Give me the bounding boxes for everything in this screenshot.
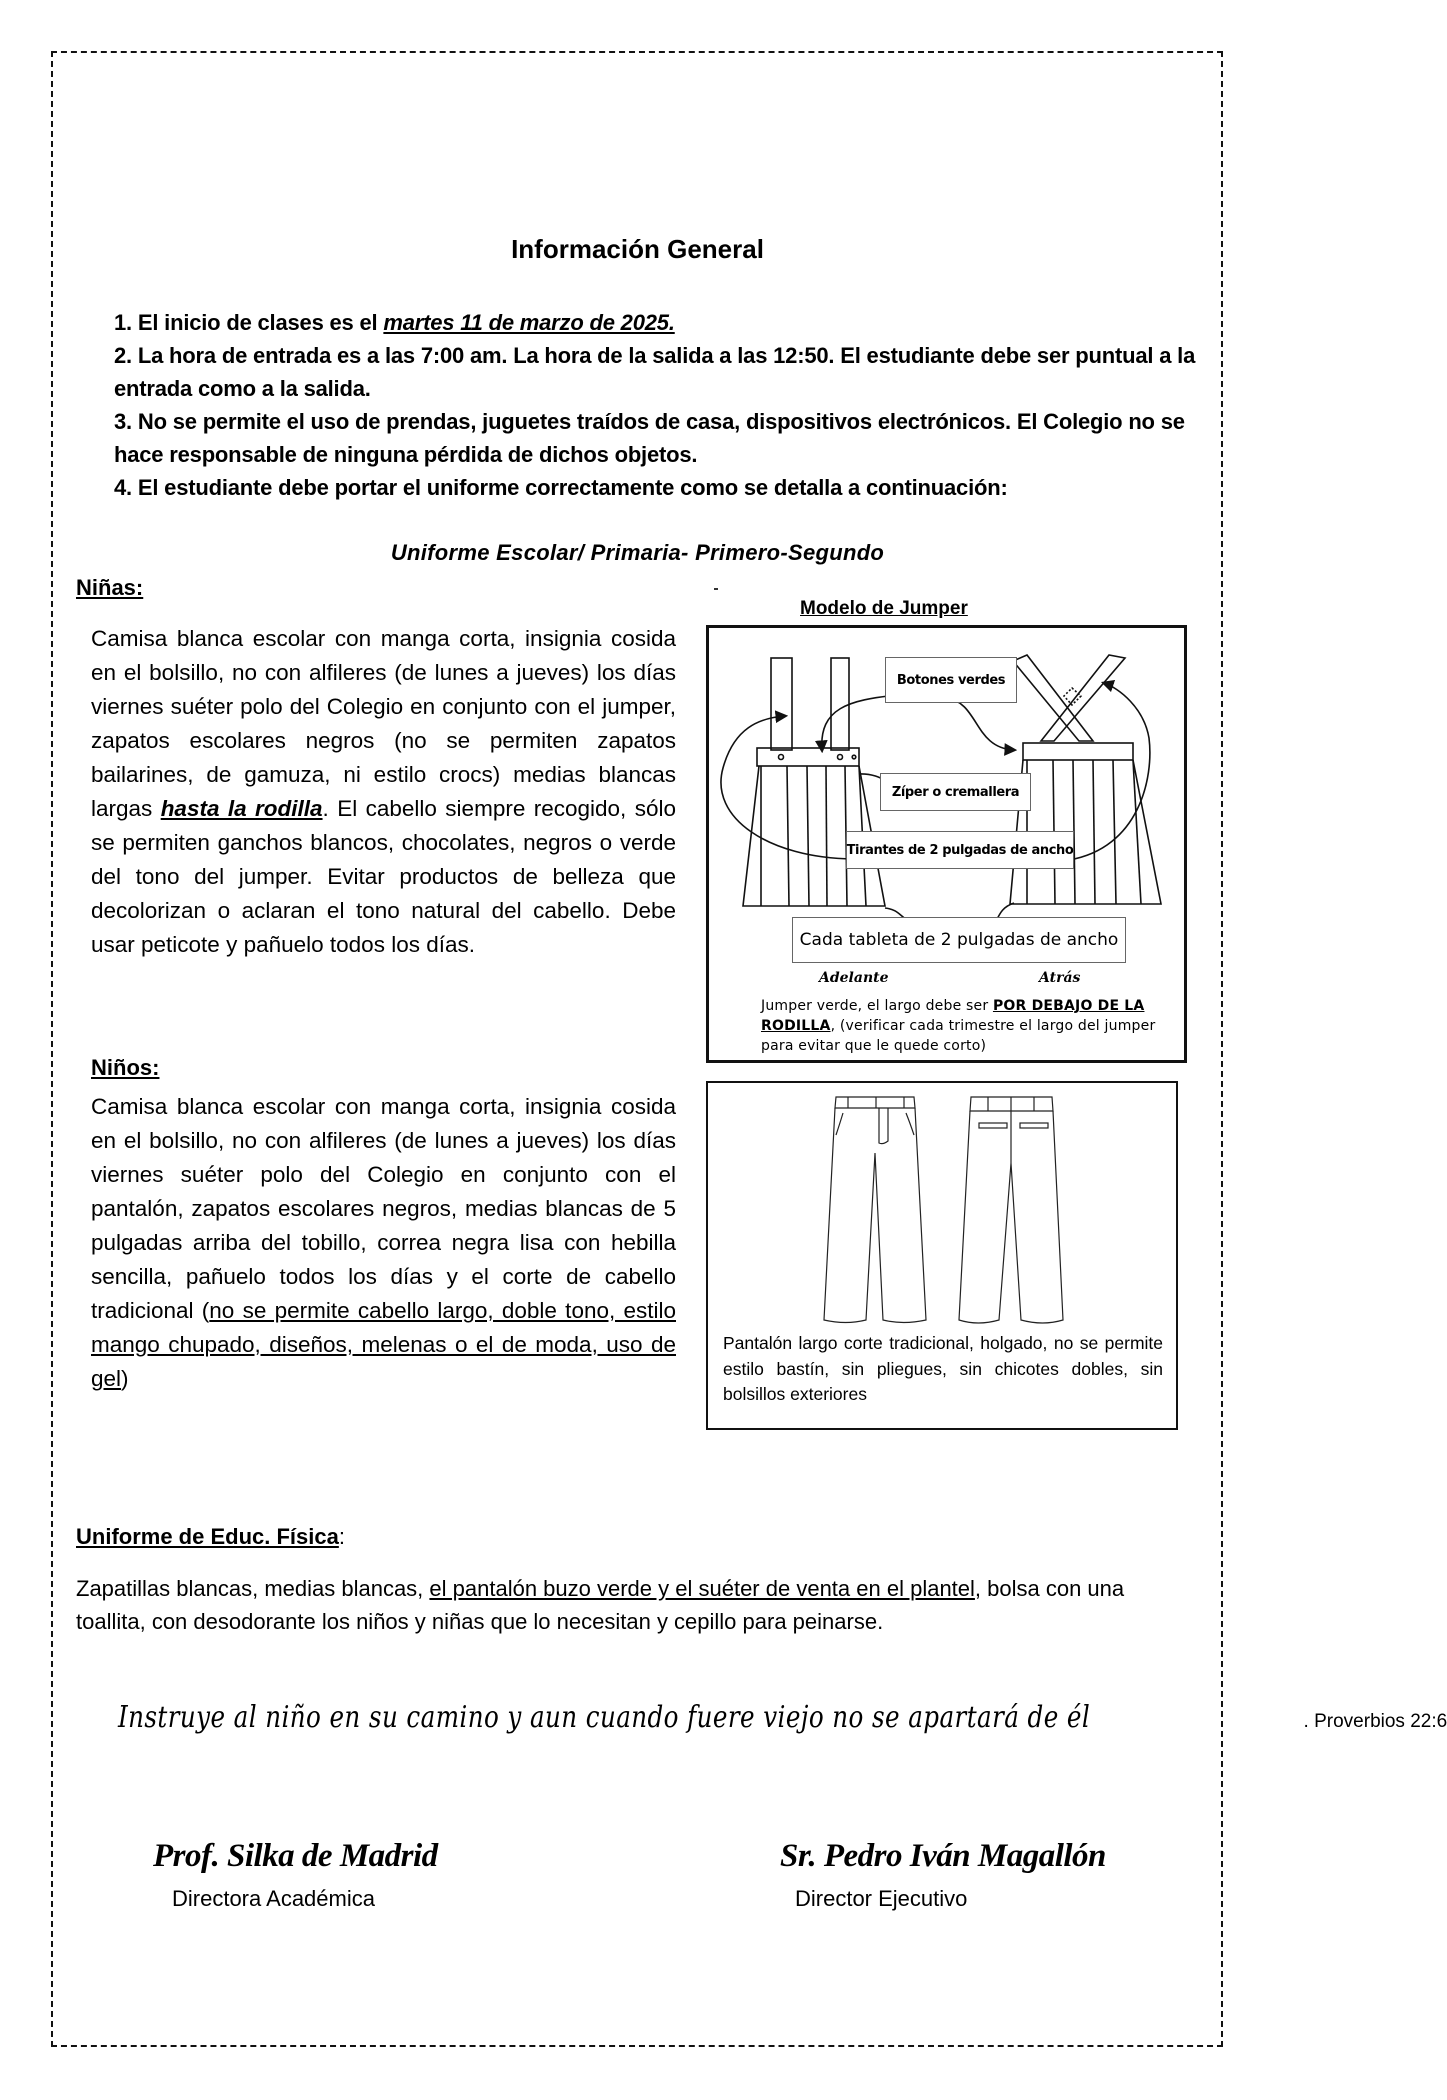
label-back: Atrás [1039,970,1081,986]
jumper-figure-title: Modelo de Jumper [800,598,968,619]
haircut-restrictions: no se permite cabello largo, doble tono, estilo mango chupado, diseños, melenas o el de moda, uso de gel [91,1298,676,1391]
info-item-1: 1. El inicio de clases es el martes 11 de marzo de 2025. [114,310,675,335]
general-info-list [114,306,1214,504]
role-executive-director: Director Ejecutivo [795,1886,968,1911]
jumper-note: Jumper verde, el largo debe ser POR DEBAJO DE LA RODILLA, (verificar cada trimestre el largo del jumper para evitar que le quede corto) [761,998,1156,1054]
label-zipper: Zíper o cremallera [880,773,1031,811]
info-item-4: 4. El estudiante debe portar el uniforme correctamente como se detalla a continuación: [114,475,1008,500]
stray-dash [714,588,718,590]
label-buttons: Botones verdes [885,657,1017,703]
ninos-description: Camisa blanca escolar con manga corta, insignia cosida en el bolsillo, no con alfileres (de lunes a jueves) los días viernes suéter polo del Colegio en conjunto con el pantalón, zapatos escolares negros, medias blancas de 5 pulgadas arriba del tobillo, correa negra lisa con hebilla sencilla, pañuelo todos los días y el corte de cabello tradicional (no se permite cabello largo, doble tono, estilo mango chupado, diseños, melenas o el de moda, uso de gel) [91,1094,676,1391]
pe-purchase-note: el pantalón buzo verde y el suéter de venta en el plantel [429,1576,975,1601]
info-item-2: 2. La hora de entrada es a las 7:00 am. La hora de la salida a las 12:50. El estudiante debe ser puntual a la entrada como a la salida. [114,343,1196,401]
ninas-description: Camisa blanca escolar con manga corta, insignia cosida en el bolsillo, no con alfileres (de lunes a jueves) los días viernes suéter polo del Colegio en conjunto con el jumper, zapatos escolares negros (no se permiten zapatos bailarines, de gamuza, ni estilo crocs) medias blancas largas hasta la rodilla. El cabello siempre recogido, sólo se permiten ganchos blancos, chocolates, negros o verde del tono del jumper. Evitar productos de belleza que decolorizan o aclaran el tono natural del cabello. Debe usar peticote y pañuelo todos los días. [91,626,676,957]
start-date: martes 11 de marzo de 2025. [383,310,675,335]
verse-reference: . Proverbios 22:6 [1303,1711,1447,1732]
label-straps: Tirantes de 2 pulgadas de ancho [846,831,1074,869]
label-front: Adelante [819,970,889,986]
ninas-title: Niñas: [76,575,144,600]
info-item-3: 3. No se permite el uso de prendas, juguetes traídos de casa, dispositivos electrónicos. El Colegio no se hace responsable de ninguna pérdida de dichos objetos. [114,409,1185,467]
pe-uniform-title: Uniforme de Educ. Física: [76,1524,345,1549]
uniform-heading: Uniforme Escolar/ Primaria- Primero-Segundo [390,540,885,565]
knee-emphasis: hasta la rodilla [160,796,323,821]
jumper-figure [706,625,1187,1063]
pe-uniform-description: Zapatillas blancas, medias blancas, el pantalón buzo verde y el suéter de venta en el plantel, bolsa con una toallita, con desodorante los niños y niñas que lo necesitan y cepillo para peinarse. [76,1576,1125,1634]
label-pleats: Cada tableta de 2 pulgadas de ancho [792,917,1126,963]
below-knee-emphasis: POR DEBAJO DE LA RODILLA [761,998,1145,1034]
bible-verse [118,1700,1447,1735]
ninos-title: Niños: [91,1055,160,1080]
pants-caption: Pantalón largo corte tradicional, holgado, no se permite estilo bastín, sin pliegues, sin chicotes dobles, sin bolsillos exteriores [723,1333,1163,1404]
page-title: Información General [511,234,764,264]
signature-executive-director: Sr. Pedro Iván Magallón [780,1838,1106,1874]
pants-figure [706,1081,1178,1430]
role-academic-director: Directora Académica [172,1886,375,1911]
signature-academic-director: Prof. Silka de Madrid [153,1838,438,1874]
verse-text: Instruye al niño en su camino y aun cuando fuere viejo no se apartará de él [118,1700,1091,1735]
